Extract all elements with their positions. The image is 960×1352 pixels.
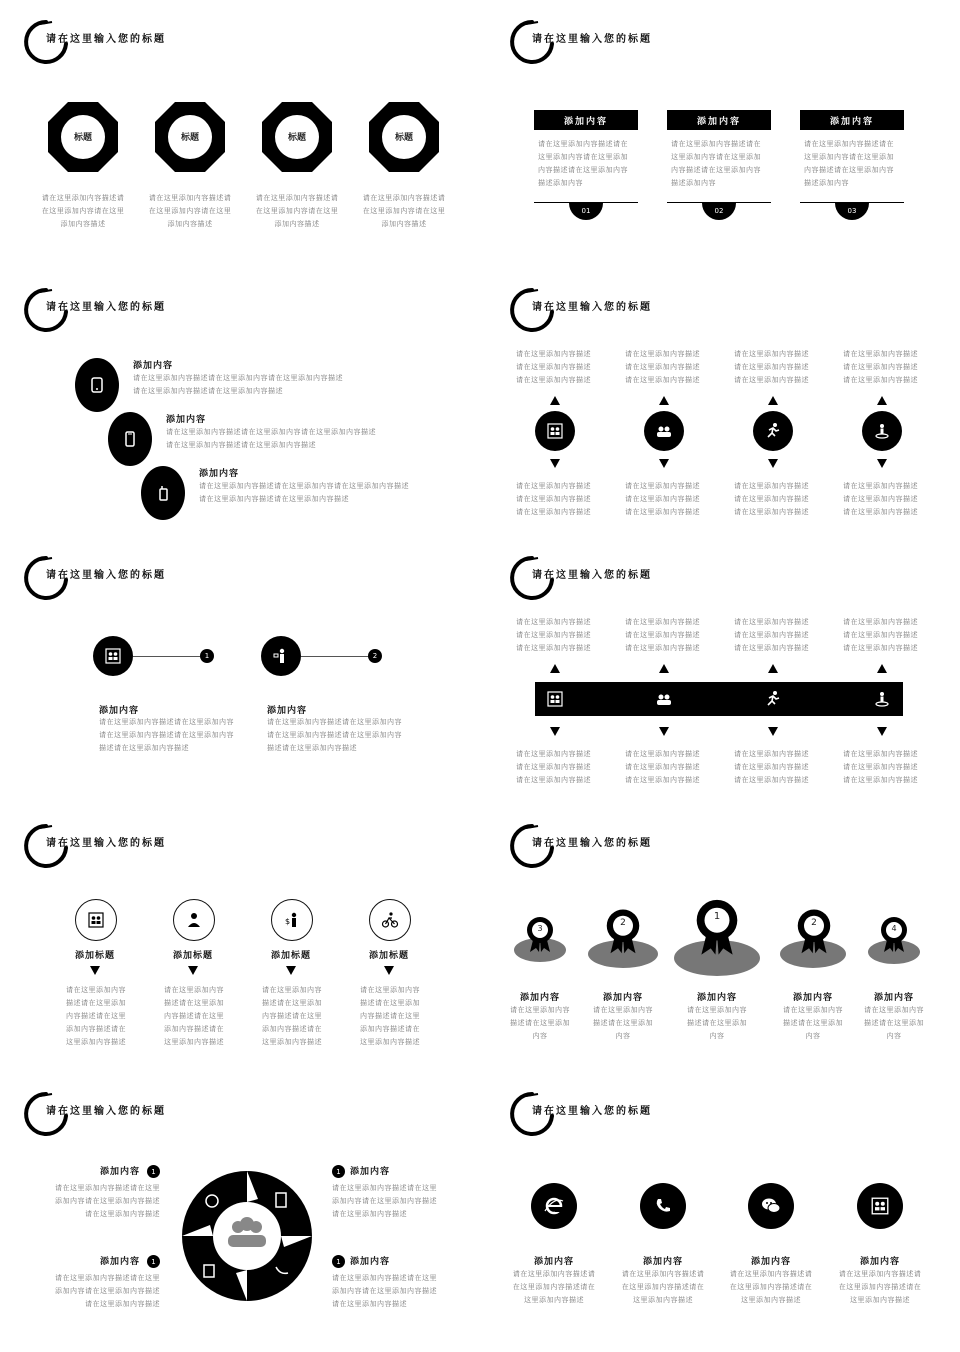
medal-number: 2 xyxy=(620,918,626,928)
runner-icon xyxy=(764,422,782,440)
arrow-up-icon xyxy=(768,396,778,405)
box-description: 请在这里添加内容描述请在这里添加内容请在这里添加内容描述请在这里添加内容描述添加内容 xyxy=(804,140,894,187)
step-number: 1 xyxy=(147,1255,160,1268)
bottom-description: 请在这里添加内容描述请在这里添加内容描述请在这里添加内容描述 xyxy=(843,482,918,516)
top-description: 请在这里添加内容描述请在这里添加内容描述请在这里添加内容描述 xyxy=(734,618,809,652)
phone-circle xyxy=(75,358,119,412)
medal-number: 2 xyxy=(811,918,817,928)
step-number: 1 xyxy=(332,1165,345,1178)
contacts-icon xyxy=(546,422,564,440)
octagon-badge xyxy=(369,102,439,176)
slide-title: 请在这里输入您的标题 xyxy=(46,570,166,581)
slide-1[interactable] xyxy=(0,0,474,262)
item-heading: 添加内容 xyxy=(602,993,643,1003)
item-heading: 添加标题 xyxy=(368,951,409,961)
item-description: 请在这里添加内容描述请在这里添加内容请在这里添加内容描述请在这里添加内容描述请在这里添加内容描述 xyxy=(267,718,402,752)
item-description: 请在这里添加内容描述请在这里添加内容描述请在这里添加内容描述请在这里添加内容描述 xyxy=(164,986,224,1046)
item-heading: 添加内容 xyxy=(166,415,207,425)
item-description: 请在这里添加内容描述请在这里添加内容请在这里添加内容描述请在这里添加内容描述请在这里添加内容描述 xyxy=(99,718,234,752)
arrow-up-icon xyxy=(877,396,887,405)
item-heading: 添加标题 xyxy=(270,951,311,961)
team-icon xyxy=(655,422,673,440)
team-circle xyxy=(644,411,684,451)
chat-circle xyxy=(748,1183,794,1229)
arrow-up-icon xyxy=(659,664,669,673)
arrow-up-icon xyxy=(550,664,560,673)
medal-number: 3 xyxy=(537,924,543,933)
octagon-badge xyxy=(262,102,332,176)
arrow-down-icon xyxy=(550,727,560,736)
slide-title: 请在这里输入您的标题 xyxy=(46,34,166,45)
item-description: 请在这里添加内容描述请在这里添加内容请在这里添加内容描述请在这里添加内容描述 xyxy=(332,1184,437,1218)
arrow-down-icon xyxy=(768,459,778,468)
arrow-up-icon xyxy=(550,396,560,405)
slide-9[interactable] xyxy=(0,1072,474,1334)
contacts-ring xyxy=(75,899,117,941)
mobile-circle xyxy=(108,412,152,466)
icon-band xyxy=(535,682,903,716)
item-heading: 添加标题 xyxy=(172,951,213,961)
contacts-icon xyxy=(104,647,122,665)
item-heading: 添加内容 xyxy=(133,361,174,371)
item-heading: 添加内容 xyxy=(350,1167,391,1177)
medal-icon xyxy=(603,908,643,956)
team-icon xyxy=(655,690,673,708)
content-label-box: 添加内容 xyxy=(667,110,771,130)
location-circle xyxy=(862,411,902,451)
step-number: 1 xyxy=(200,649,214,663)
arrow-down-icon xyxy=(286,966,296,975)
wechat-icon xyxy=(760,1195,782,1217)
item-description: 请在这里添加内容描述请在这里添加内容描述请在这里添加内容描述 xyxy=(838,1270,922,1304)
arrow-down-icon xyxy=(90,966,100,975)
item-heading: 添加内容 xyxy=(696,993,737,1003)
item-description: 请在这里添加内容描述请在这里添加内容请在这里添加内容描述请在这里添加内容描述请在这里添加内容描述 xyxy=(199,482,409,503)
arrow-up-icon xyxy=(659,396,669,405)
arrow-down-icon xyxy=(384,966,394,975)
medal-number: 4 xyxy=(891,924,897,933)
contacts-icon xyxy=(87,911,105,929)
phone-call-icon xyxy=(652,1195,674,1217)
cycle-diagram xyxy=(180,1169,314,1303)
money-ring xyxy=(271,899,313,941)
octagon-badge xyxy=(155,102,225,176)
arrow-down-icon xyxy=(877,727,887,736)
presenter-icon xyxy=(272,647,290,665)
item-heading: 添加内容 xyxy=(873,993,914,1003)
bottom-description: 请在这里添加内容描述请在这里添加内容描述请在这里添加内容描述 xyxy=(516,482,591,516)
arrow-down-icon xyxy=(659,727,669,736)
slide-2[interactable] xyxy=(486,0,960,262)
item-description: 请在这里添加内容描述请在这里添加内容 xyxy=(510,1006,570,1040)
walkie-talkie-icon xyxy=(155,485,171,501)
octagon-badge xyxy=(48,102,118,176)
contacts-icon xyxy=(870,1196,890,1216)
bottom-description: 请在这里添加内容描述请在这里添加内容描述请在这里添加内容描述 xyxy=(516,750,591,784)
item-heading: 添加内容 xyxy=(642,1257,683,1267)
item-description: 请在这里添加内容描述请在这里添加内容 xyxy=(593,1006,653,1040)
badge-description: 请在这里添加内容描述请在这里添加内容请在这里添加内容描述 xyxy=(255,194,339,228)
arrow-down-icon xyxy=(659,459,669,468)
bottom-description: 请在这里添加内容描述请在这里添加内容描述请在这里添加内容描述 xyxy=(734,750,809,784)
phone-icon xyxy=(89,377,105,393)
slide-7[interactable] xyxy=(0,804,474,1066)
cyclist-ring xyxy=(369,899,411,941)
bottom-description: 请在这里添加内容描述请在这里添加内容描述请在这里添加内容描述 xyxy=(734,482,809,516)
person-location-icon xyxy=(873,422,891,440)
item-description: 请在这里添加内容描述请在这里添加内容描述请在这里添加内容描述 xyxy=(512,1270,596,1304)
badge-description: 请在这里添加内容描述请在这里添加内容请在这里添加内容描述 xyxy=(362,194,446,228)
item-description: 请在这里添加内容描述请在这里添加内容描述请在这里添加内容描述请在这里添加内容描述 xyxy=(262,986,322,1046)
contacts-circle xyxy=(857,1183,903,1229)
item-heading: 添加内容 xyxy=(267,706,308,716)
walkie-circle xyxy=(141,466,185,520)
item-description: 请在这里添加内容描述请在这里添加内容 xyxy=(783,1006,843,1040)
slide-4[interactable] xyxy=(486,268,960,530)
item-heading: 添加内容 xyxy=(100,1167,141,1177)
content-label-box: 添加内容 xyxy=(534,110,638,130)
badge-label: 标题 xyxy=(73,133,92,143)
step-number: 1 xyxy=(332,1255,345,1268)
item-description: 请在这里添加内容描述请在这里添加内容请在这里添加内容描述请在这里添加内容描述 xyxy=(55,1184,160,1218)
slide-title: 请在这里输入您的标题 xyxy=(46,838,166,849)
item-description: 请在这里添加内容描述请在这里添加内容请在这里添加内容描述请在这里添加内容描述 xyxy=(332,1274,437,1308)
cyclist-icon xyxy=(381,911,399,929)
item-heading: 添加内容 xyxy=(100,1257,141,1267)
item-description: 请在这里添加内容描述请在这里添加内容 xyxy=(687,1006,747,1040)
box-description: 请在这里添加内容描述请在这里添加内容请在这里添加内容描述请在这里添加内容描述添加内容 xyxy=(538,140,628,187)
contacts-icon xyxy=(546,690,564,708)
content-label-box: 添加内容 xyxy=(800,110,904,130)
mobile-icon xyxy=(122,431,138,447)
slide-5[interactable] xyxy=(0,536,474,798)
step-number: 03 xyxy=(835,202,869,220)
item-heading: 添加内容 xyxy=(519,993,560,1003)
badge-description: 请在这里添加内容描述请在这里添加内容请在这里添加内容描述 xyxy=(41,194,125,228)
arrow-up-icon xyxy=(877,664,887,673)
slide-10[interactable] xyxy=(486,1072,960,1334)
badge-label: 标题 xyxy=(394,133,413,143)
item-heading: 添加内容 xyxy=(199,469,240,479)
item-heading: 添加内容 xyxy=(99,706,140,716)
slide-title: 请在这里输入您的标题 xyxy=(532,1106,652,1117)
medal-icon xyxy=(524,916,556,954)
slide-8[interactable] xyxy=(486,804,960,1066)
item-heading: 添加内容 xyxy=(792,993,833,1003)
contacts-circle xyxy=(93,636,133,676)
slide-title: 请在这里输入您的标题 xyxy=(532,34,652,45)
slide-title: 请在这里输入您的标题 xyxy=(532,302,652,313)
item-description: 请在这里添加内容描述请在这里添加内容请在这里添加内容描述请在这里添加内容描述请在这里添加内容描述 xyxy=(166,428,376,449)
phone-circle xyxy=(640,1183,686,1229)
top-description: 请在这里添加内容描述请在这里添加内容描述请在这里添加内容描述 xyxy=(516,618,591,652)
browser-e-icon xyxy=(543,1195,565,1217)
browser-circle xyxy=(531,1183,577,1229)
slide-6[interactable] xyxy=(486,536,960,798)
money-person-icon xyxy=(283,911,301,929)
top-description: 请在这里添加内容描述请在这里添加内容描述请在这里添加内容描述 xyxy=(516,350,591,384)
person-location-icon xyxy=(873,690,891,708)
item-description: 请在这里添加内容描述请在这里添加内容 xyxy=(864,1006,924,1040)
step-number: 01 xyxy=(569,202,603,220)
item-heading: 添加标题 xyxy=(74,951,115,961)
badge-label: 标题 xyxy=(180,133,199,143)
slide-title: 请在这里输入您的标题 xyxy=(46,302,166,313)
user-icon xyxy=(185,911,203,929)
slide-title: 请在这里输入您的标题 xyxy=(46,1106,166,1117)
item-description: 请在这里添加内容描述请在这里添加内容请在这里添加内容描述请在这里添加内容描述 xyxy=(55,1274,160,1308)
step-number: 1 xyxy=(147,1165,160,1178)
connector-line xyxy=(133,656,200,657)
item-heading: 添加内容 xyxy=(750,1257,791,1267)
top-description: 请在这里添加内容描述请在这里添加内容描述请在这里添加内容描述 xyxy=(625,618,700,652)
medal-number: 1 xyxy=(713,911,721,922)
item-description: 请在这里添加内容描述请在这里添加内容描述请在这里添加内容描述请在这里添加内容描述 xyxy=(360,986,420,1046)
slide-3[interactable] xyxy=(0,268,474,530)
medal-icon xyxy=(878,916,910,954)
badge-label: 标题 xyxy=(287,133,306,143)
badge-description: 请在这里添加内容描述请在这里添加内容请在这里添加内容描述 xyxy=(148,194,232,228)
medal-icon xyxy=(794,908,834,956)
step-number: 02 xyxy=(702,202,736,220)
item-heading: 添加内容 xyxy=(859,1257,900,1267)
bottom-description: 请在这里添加内容描述请在这里添加内容描述请在这里添加内容描述 xyxy=(625,750,700,784)
arrow-down-icon xyxy=(768,727,778,736)
arrow-down-icon xyxy=(188,966,198,975)
item-heading: 添加内容 xyxy=(533,1257,574,1267)
bottom-description: 请在这里添加内容描述请在这里添加内容描述请在这里添加内容描述 xyxy=(843,750,918,784)
contacts-circle xyxy=(535,411,575,451)
item-description: 请在这里添加内容描述请在这里添加内容描述请在这里添加内容描述 xyxy=(729,1270,813,1304)
arrow-up-icon xyxy=(768,664,778,673)
top-description: 请在这里添加内容描述请在这里添加内容描述请在这里添加内容描述 xyxy=(625,350,700,384)
svg-text:$: $ xyxy=(285,917,291,926)
slide-title: 请在这里输入您的标题 xyxy=(532,570,652,581)
step-number: 2 xyxy=(368,649,382,663)
bottom-description: 请在这里添加内容描述请在这里添加内容描述请在这里添加内容描述 xyxy=(625,482,700,516)
item-description: 请在这里添加内容描述请在这里添加内容描述请在这里添加内容描述 xyxy=(621,1270,705,1304)
top-description: 请在这里添加内容描述请在这里添加内容描述请在这里添加内容描述 xyxy=(843,350,918,384)
item-heading: 添加内容 xyxy=(350,1257,391,1267)
presenter-circle xyxy=(261,636,301,676)
connector-line xyxy=(301,656,368,657)
runner-circle xyxy=(753,411,793,451)
box-description: 请在这里添加内容描述请在这里添加内容请在这里添加内容描述请在这里添加内容描述添加内容 xyxy=(671,140,761,187)
arrow-down-icon xyxy=(550,459,560,468)
medal-icon xyxy=(692,898,742,958)
arrow-down-icon xyxy=(877,459,887,468)
item-description: 请在这里添加内容描述请在这里添加内容描述请在这里添加内容描述请在这里添加内容描述 xyxy=(66,986,126,1046)
item-description: 请在这里添加内容描述请在这里添加内容请在这里添加内容描述请在这里添加内容描述请在这里添加内容描述 xyxy=(133,374,343,395)
top-description: 请在这里添加内容描述请在这里添加内容描述请在这里添加内容描述 xyxy=(843,618,918,652)
slide-title: 请在这里输入您的标题 xyxy=(532,838,652,849)
user-ring xyxy=(173,899,215,941)
top-description: 请在这里添加内容描述请在这里添加内容描述请在这里添加内容描述 xyxy=(734,350,809,384)
runner-icon xyxy=(764,690,782,708)
